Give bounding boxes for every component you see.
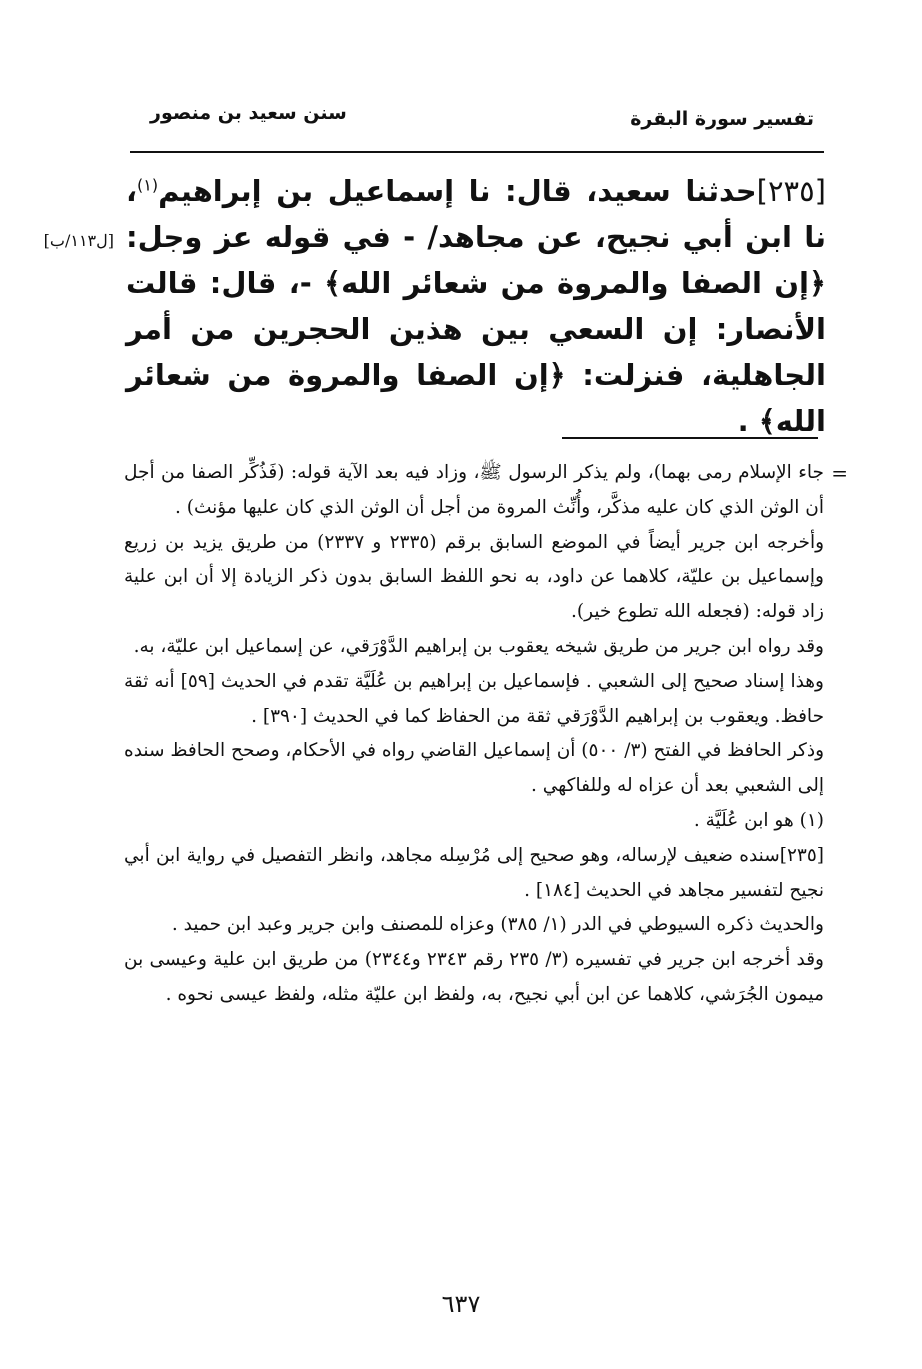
footnote-paragraph: وأخرجه ابن جرير أيضاً في الموضع السابق برقم (٢٣٣٥ و ٢٣٣٧) من طريق يزيد بن زريع وإسماعيل بن عليّة، كلاهما عن داود، به نحو اللفظ السابق بدون ذكر الزيادة إلا أن ابن علية زاد قوله: (فجعله الله تطوع خير). [124,531,825,623]
header-surah-title: تفسير سورة البقرة [630,108,814,130]
quran-quote-2: ﴿إن الصفا والمروة من شعائر الله﴾ [126,358,826,438]
footnote-paragraph: وقد أخرجه ابن جرير في تفسيره (٣/ ٢٣٥ رقم ٢٣٤٣ و٢٣٤٤) من طريق ابن علية وعيسى بن ميمون الجُرَشي، كلاهما عن ابن أبي نجيح، به، ولفظ ابن عليّة مثله، ولفظ عيسى نحوه . [124,949,824,1005]
footnote-divider [562,437,818,439]
footnote-235-label: [٢٣٥] [779,844,824,866]
page-number: ٦٣٧ [441,1290,481,1318]
footnote-paragraph: وذكر الحافظ في الفتح (٣/ ٥٠٠) أن إسماعيل القاضي رواه في الأحكام، وصحح الحافظ سنده إلى الشعبي بعد أن عزاه له وللفاكهي . [124,740,824,797]
footnote-continuation [124,456,848,804]
header-divider [130,151,824,153]
footnote-paragraph: وقد رواه ابن جرير من طريق شيخه يعقوب بن إبراهيم الدَّوْرَقي، عن إسماعيل ابن عليّة، به. [133,635,824,657]
footnote-1-text: هو ابن عُلَيَّة . [693,809,794,831]
quran-quote-1: ﴿إن الصفا والمروة من شعائر الله﴾ [324,266,826,300]
footnote-reference: (١) [137,175,159,195]
hadith-text-part-2: ، نا ابن أبي نجيح، عن مجاهد/ - في قوله عز وجل: [126,174,826,254]
hadith-text-part-1: حدثنا سعيد، قال: نا إسماعيل بن إبراهيم [158,174,757,208]
manuscript-folio-note: [ل١١٣/ب] [43,231,114,250]
continuation-mark: = [831,461,848,485]
footnotes [124,456,848,1013]
footnote-235-first [124,839,824,909]
footnote-paragraph: وهذا إسناد صحيح إلى الشعبي . فإسماعيل بن إبراهيم بن عُلَيَّة تقدم في الحديث [٥٩] أنه ثقة حافظ. ويعقوب بن إبراهيم الدَّوْرَقي ثقة من الحفاظ كما في الحديث [٣٩٠] . [124,670,824,727]
hadith-text [126,168,826,444]
hadith-text-part-4: . [737,404,759,438]
footnote-paragraph: جاء الإسلام رمى بهما)، ولم يذكر الرسول ﷺ، وزاد فيه بعد الآية قوله: (فَذُكِّر الصفا من أجل أن الوثن الذي كان عليه مذكَّر، وأُنِّث المروة من أجل أن الوثن الذي كان عليها مؤنث) . [124,462,824,518]
footnote-1-label: (١) [799,809,824,831]
hadith-number: [٢٣٥] [756,174,826,208]
header-book-title: سنن سعيد بن منصور [150,102,347,124]
footnote-paragraph: والحديث ذكره السيوطي في الدر (١/ ٣٨٥) وعزاه للمصنف وابن جرير وعبد ابن حميد . [171,914,824,936]
footnote-235 [124,839,824,1013]
hadith-text-part-3: -، قال: قالت الأنصار: إن السعي بين هذين الحجرين من أمر الجاهلية، فنزلت: [126,266,826,392]
running-header [132,96,814,136]
footnote-paragraph: سنده ضعيف لإرساله، وهو صحيح إلى مُرْسِله مجاهد، وانظر التفصيل في رواية ابن أبي نجيح لتفسير مجاهد في الحديث [١٨٤] . [124,844,824,901]
footnote-1 [124,804,824,839]
